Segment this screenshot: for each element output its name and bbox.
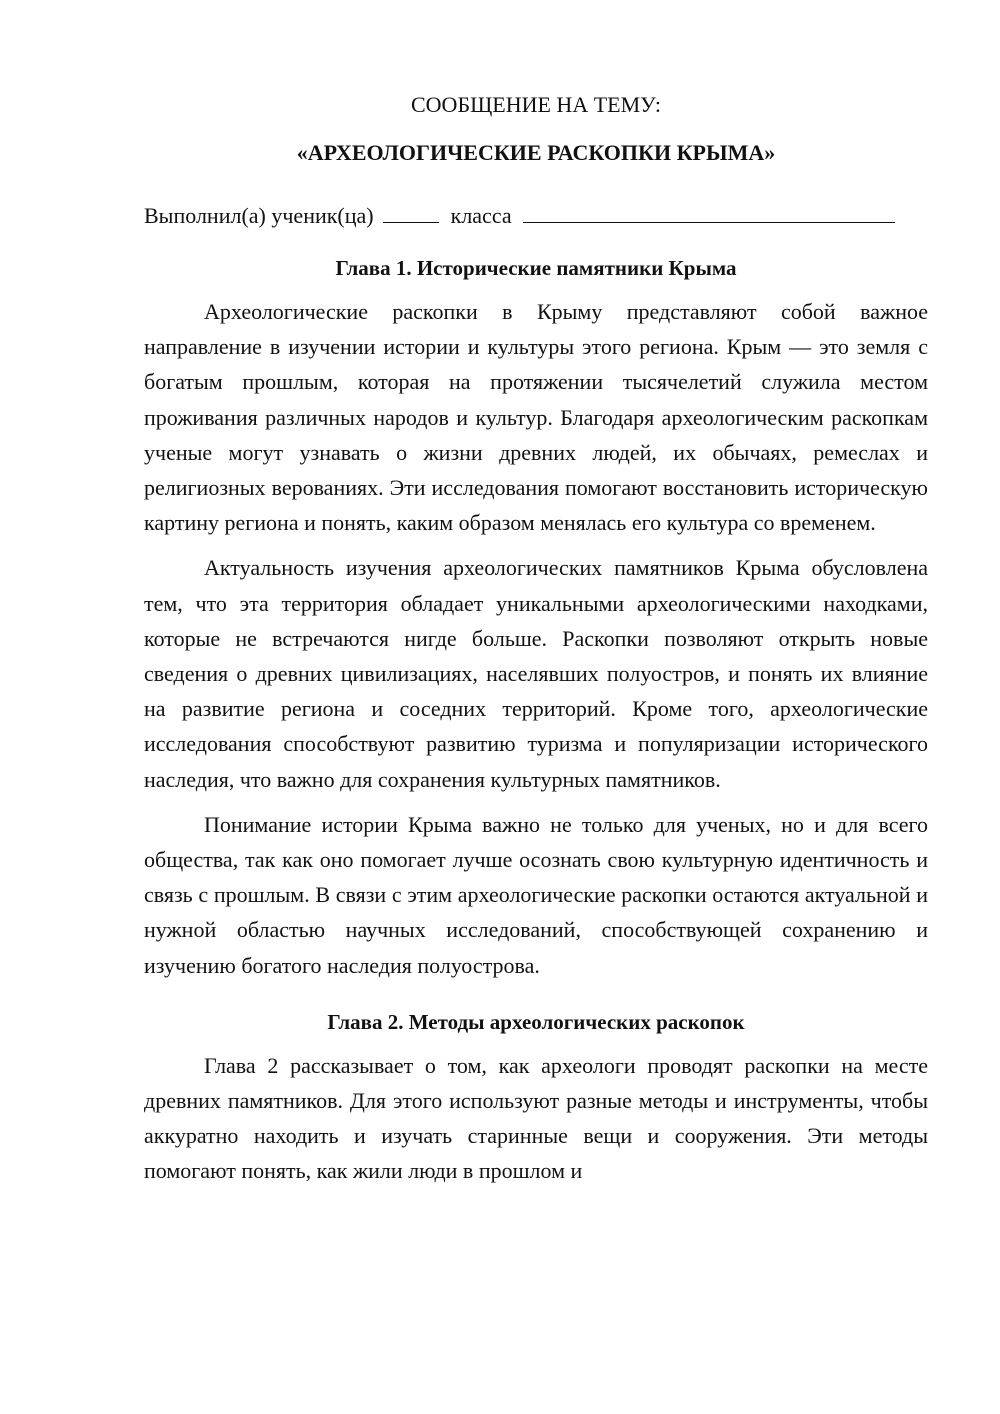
chapter-1-paragraph-2: Актуальность изучения археологических памятников Крыма обусловлена тем, что эта территория обладает уникальными археологическими находками, которые не встречаются нигде больше. Раскопки позволяют открыть новые сведения о древних цивилизациях, населявших полуостров, и понять их влияние на развитие региона и соседних территорий. Кроме того, археологические исследования способствуют развитию туризма и популяризации исторического наследия, что важно для сохранения культурных памятников. <box>144 555 928 792</box>
class-number-blank[interactable] <box>383 200 439 223</box>
document-title-line-2: «АРХЕОЛОГИЧЕСКИЕ РАСКОПКИ КРЫМА» <box>296 140 776 165</box>
chapter-2-paragraph-1: Глава 2 рассказывает о том, как археологи проводят раскопки на месте древних памятников. Для этого используют разные методы и инструменты, чтобы аккуратно находить и изучать старинные вещи и сооружения. Эти методы помогают понять, как жили люди в прошлом и <box>144 1052 928 1184</box>
document-title-line-1: СООБЩЕНИЕ НА ТЕМУ: <box>411 92 661 117</box>
chapter-1-paragraph-1: Археологические раскопки в Крыму представляют собой важное направление в изучении истории и культуры этого региона. Крым — это земля с богатым прошлым, которая на протяжении тысячелетий служила местом проживания различных народов и культур. Благодаря археологическим раскопкам ученые могут узнавать о жизни древних людей, их обычаях, ремеслах и религиозных верованиях. Эти исследования помогают восстановить историческую картину региона и понять, каким образом менялась его культура со временем. <box>144 299 928 536</box>
author-class-word: класса <box>450 203 512 228</box>
chapter-1-heading: Глава 1. Исторические памятники Крыма <box>335 256 737 280</box>
chapter-1-paragraph-3: Понимание истории Крыма важно не только для ученых, но и для всего общества, так как оно помогает лучше осознать свою культурную идентичность и связь с прошлым. В связи с этим археологические раскопки остаются актуальной и нужной областью научных исследований, способствующей сохранению и изучению богатого наследия полуострова. <box>144 811 928 978</box>
author-name-blank[interactable] <box>523 200 895 223</box>
chapter-2-heading: Глава 2. Методы археологических раскопок <box>327 1009 745 1034</box>
author-line <box>144 198 928 233</box>
author-prefix: Выполнил(а) ученик(ца) <box>144 203 374 228</box>
